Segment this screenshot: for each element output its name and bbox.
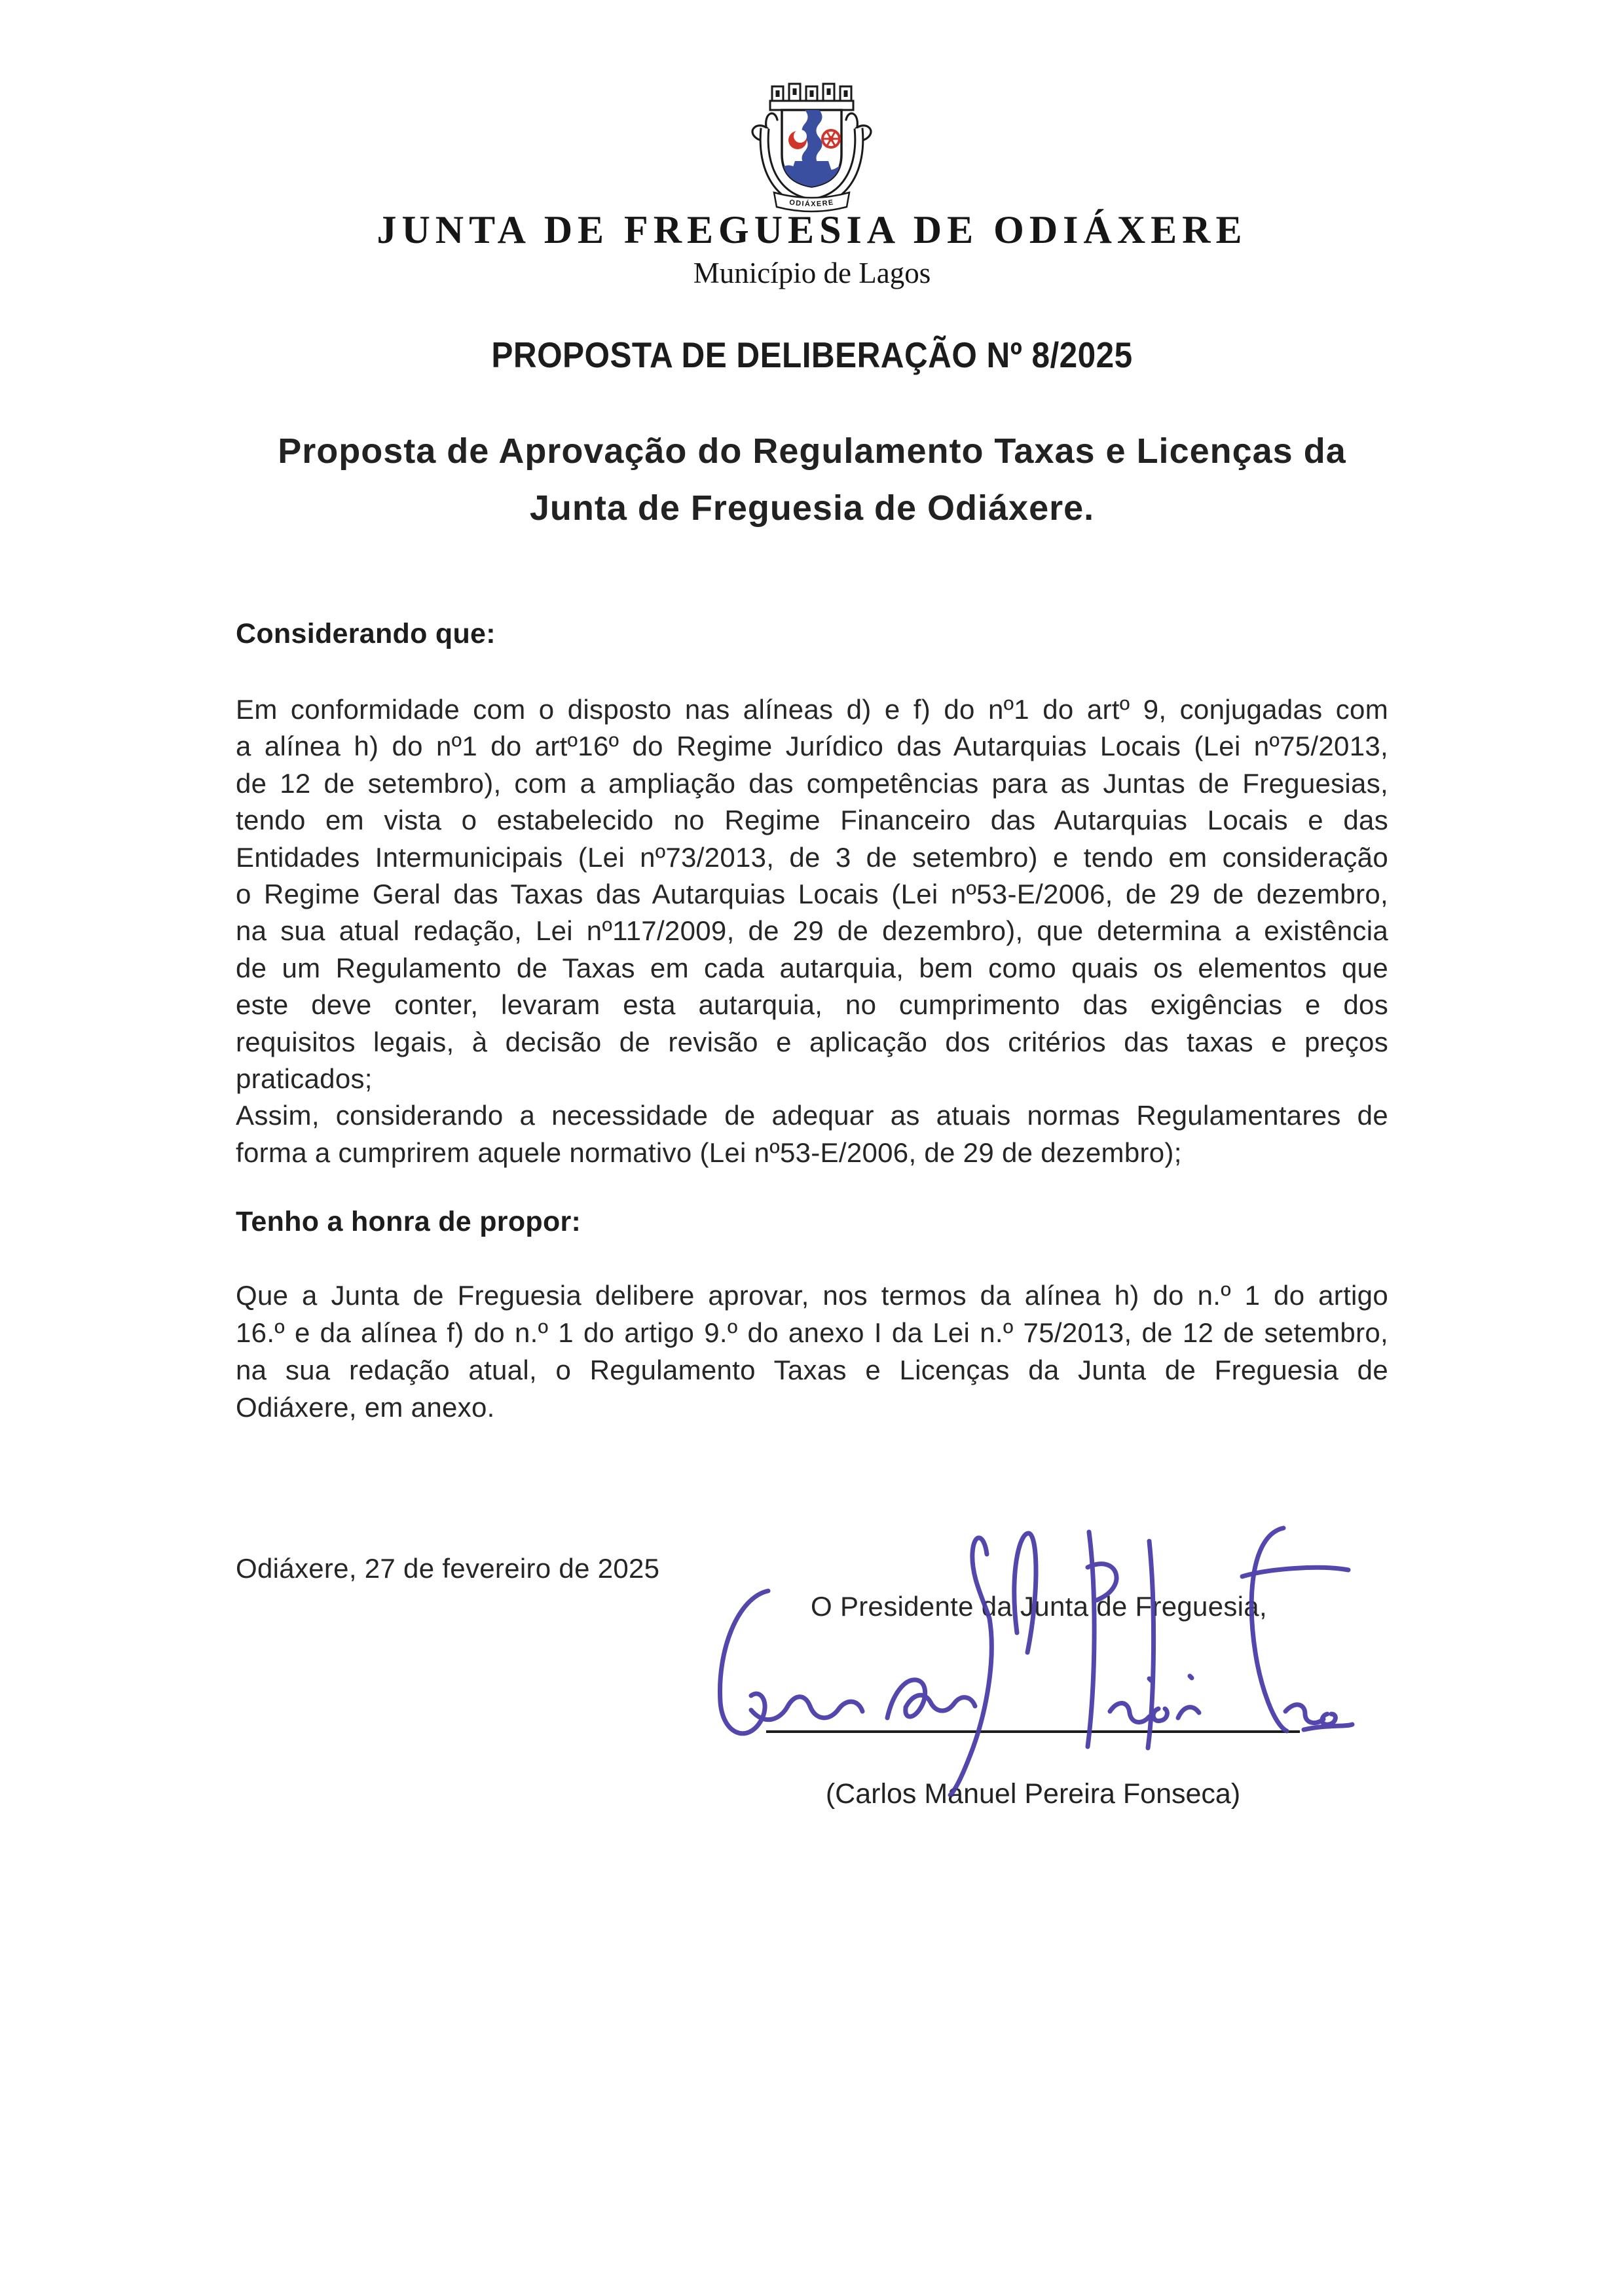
coat-of-arms — [741, 71, 882, 225]
document-subtitle — [0, 423, 1624, 537]
paragraph-line: na sua atual redação, Lei nº117/2009, de 29 de dezembro), que determina a existência — [236, 915, 1388, 947]
signature-role-label: O Presidente da Junta de Freguesia, — [811, 1591, 1267, 1622]
paragraph-line: praticados; — [236, 1063, 373, 1095]
paragraph-line: tendo em vista o estabelecido no Regime Financeiro das Autarquias Locais e das — [236, 805, 1388, 836]
signature-printed-name: (Carlos Manuel Pereira Fonseca) — [825, 1778, 1241, 1810]
paragraph-line: de 12 de setembro), com a ampliação das competências para as Juntas de Freguesias, — [236, 767, 1388, 799]
paragraph-line: Odiáxere, em anexo. — [236, 1392, 495, 1423]
mural-crown-icon — [770, 84, 853, 110]
paragraph-line: forma a cumprirem aquele normativo (Lei nº53-E/2006, de 29 de dezembro); — [236, 1137, 1182, 1168]
subtitle-line-2: Junta de Freguesia de Odiáxere. — [529, 488, 1095, 528]
subtitle-line-1: Proposta de Aprovação do Regulamento Taxas e Licenças da — [278, 431, 1346, 471]
signature-ink — [691, 1514, 1359, 1796]
place-date-line: Odiáxere, 27 de fevereiro de 2025 — [236, 1553, 660, 1584]
paragraph-line: de um Regulamento de Taxas em cada autarquia, bem como quais os elementos que — [236, 952, 1388, 983]
paragraph-line: na sua redação atual, o Regulamento Taxas e Licenças da Junta de Freguesia de — [236, 1355, 1388, 1385]
paragraph-line: Entidades Intermunicipais (Lei nº73/2013, de 3 de setembro) e tendo em consideração — [236, 841, 1388, 873]
propor-paragraph — [236, 1277, 1388, 1426]
wheel-charge — [821, 129, 841, 149]
paragraph-line: a alínea h) do nº1 do artº16º do Regime Jurídico das Autarquias Locais (Lei nº75/2013, — [236, 731, 1388, 762]
considerando-paragraph — [236, 691, 1388, 1171]
paragraph-line: o Regime Geral das Taxas das Autarquias Locais (Lei nº53-E/2006, de 29 de dezembro, — [236, 879, 1388, 910]
paragraph-line: Assim, considerando a necessidade de adequar as atuais normas Regulamentares de — [236, 1100, 1388, 1131]
org-name: JUNTA DE FREGUESIA DE ODIÁXERE — [377, 208, 1247, 251]
document-number-title: PROPOSTA DE DELIBERAÇÃO Nº 8/2025 — [491, 335, 1133, 375]
paragraph-line: Em conformidade com o disposto nas alíneas d) e f) do nº1 do artº 9, conjugadas com — [236, 694, 1388, 725]
paragraph-line: Que a Junta de Freguesia delibere aprovar, nos termos da alínea h) do n.º 1 do artigo — [236, 1280, 1388, 1311]
banner-text: ODIÁXERE — [788, 198, 835, 209]
propor-heading: Tenho a honra de propor: — [236, 1206, 581, 1237]
paragraph-line: este deve conter, levaram esta autarquia, no cumprimento das exigências e dos — [236, 989, 1388, 1021]
considerando-heading: Considerando que: — [236, 618, 496, 649]
municipality: Município de Lagos — [693, 257, 931, 289]
paragraph-line: requisitos legais, à decisão de revisão e aplicação dos critérios das taxas e preços — [236, 1026, 1388, 1057]
paragraph-line: 16.º e da alínea f) do n.º 1 do artigo 9.º do anexo I da Lei n.º 75/2013, de 12 de setembro, — [236, 1317, 1388, 1348]
